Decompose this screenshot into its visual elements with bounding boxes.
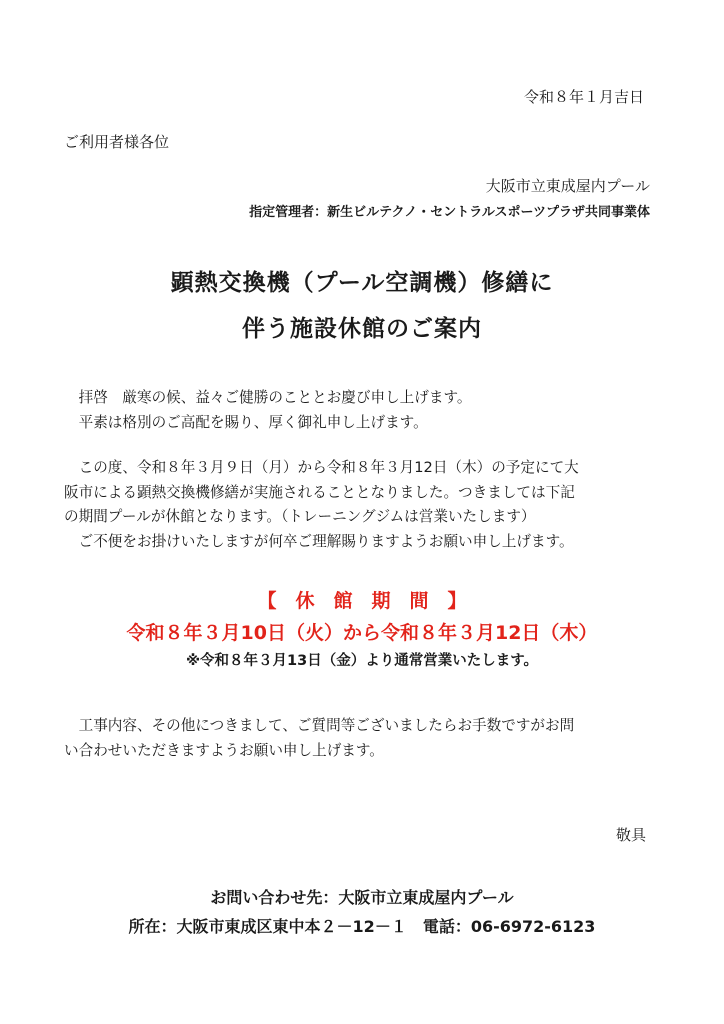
- organization-name: 大阪市立東成屋内プール: [485, 177, 650, 195]
- addressee: ご利用者様各位: [64, 133, 170, 151]
- notice-paragraph: [64, 456, 664, 554]
- contact-line1: お問い合わせ先：大阪市立東成屋内プール: [210, 888, 514, 907]
- closure-heading: 【 休 館 期 間 】: [257, 590, 467, 612]
- inquiry-paragraph: [64, 714, 664, 763]
- closing-word: 敬具: [615, 826, 646, 844]
- inquiry-line: 工事内容、その他につきまして、ご質問等ございましたらお手数ですがお問: [78, 717, 575, 734]
- notice-line: この度、令和８年３月９日（月）から令和８年３月12日（木）の予定にて大: [78, 459, 579, 476]
- issue-date: 令和８年１月吉日: [523, 88, 644, 106]
- notice-line: 阪市による顕熱交換機修繕が実施されることとなりました。つきましては下記: [64, 483, 575, 501]
- notice-line: の期間プールが休館となります。（トレーニングジムは営業いたします）: [64, 508, 536, 525]
- resume-note: ※令和８年３月13日（金）より通常営業いたします。: [185, 653, 539, 669]
- greeting-paragraph: [64, 386, 664, 435]
- contact-line2: 所在：大阪市東成区東中本２－12－１ 電話：06-6972-6123: [128, 917, 596, 936]
- designated-manager: 指定管理者：新生ビルテクノ・セントラルスポーツプラザ共同事業体: [249, 205, 650, 220]
- document-title-line2: 伴う施設休館のご案内: [242, 316, 482, 342]
- greeting-line: 拝啓 厳寒の候、益々ご健勝のこととお慶び申し上げます。: [78, 389, 472, 406]
- apology-line: ご不便をお掛けいたしますが何卒ご理解賜りますようお願い申し上げます。: [78, 532, 574, 550]
- inquiry-line: い合わせいただきますようお願い申し上げます。: [64, 741, 384, 759]
- greeting-line: 平素は格別のご高配を賜り、厚く御礼申し上げます。: [78, 413, 428, 431]
- closure-period: 令和８年３月10日（火）から令和８年３月12日（木）: [126, 622, 598, 644]
- document-title-line1: 顕熱交換機（プール空調機）修繕に: [170, 270, 554, 296]
